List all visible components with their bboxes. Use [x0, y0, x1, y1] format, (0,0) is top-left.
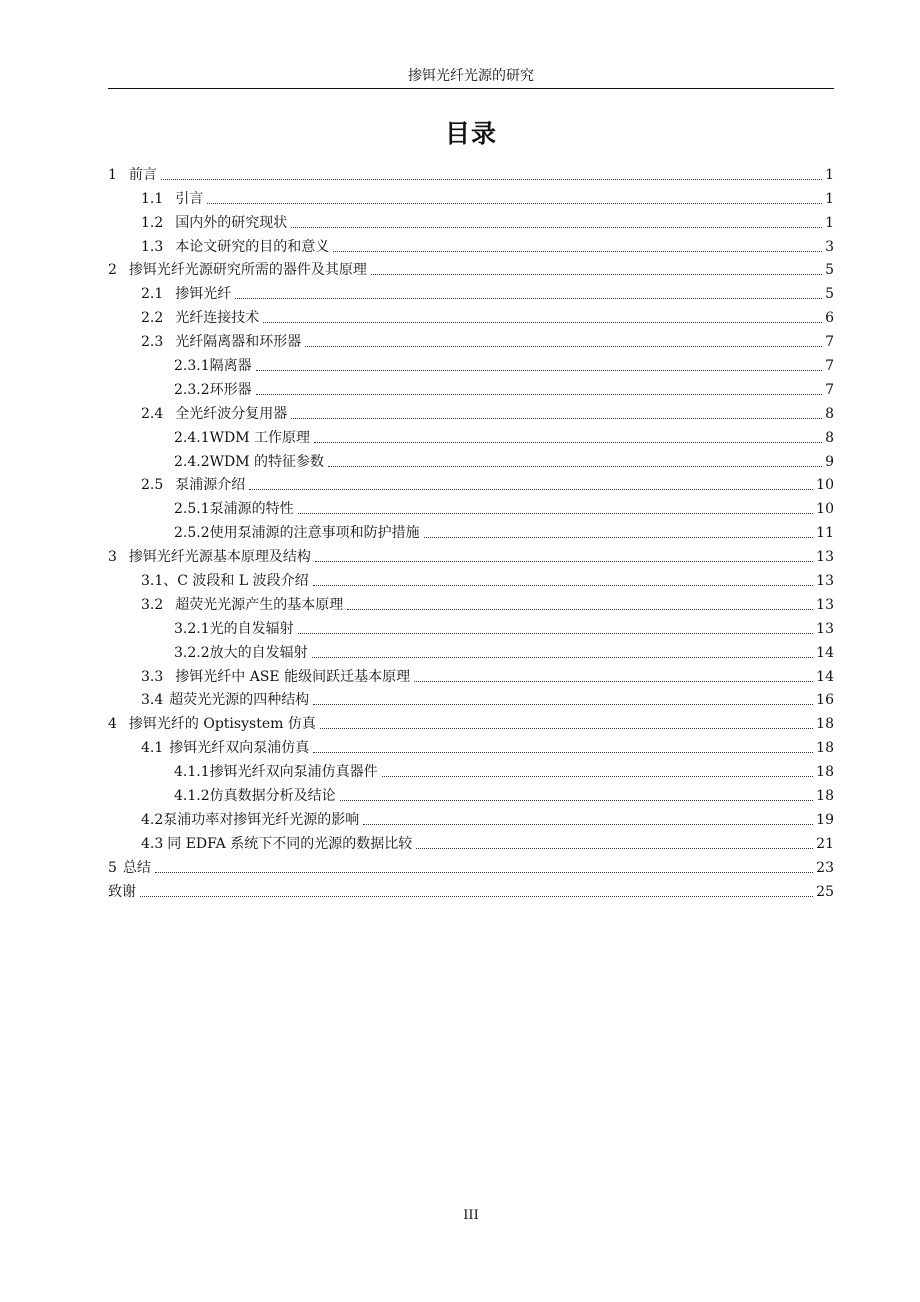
toc-entry-page: 10	[816, 477, 834, 494]
toc-entry[interactable]	[108, 518, 834, 542]
toc-entry-page: 10	[816, 501, 834, 518]
toc-dot-leader	[207, 203, 822, 204]
toc-entry-title: 隔离器	[209, 358, 252, 375]
toc-entry[interactable]	[108, 471, 834, 495]
toc-entry-title: 超荧光光源的四种结构	[169, 692, 310, 709]
header-rule	[108, 88, 834, 89]
toc-entry-number: 4.3	[141, 835, 164, 852]
toc-entry-page: 7	[825, 358, 834, 375]
toc-dot-leader	[313, 704, 813, 705]
toc-entry-page: 1	[825, 214, 834, 231]
toc-entry-number: 2	[108, 262, 117, 279]
toc-entry[interactable]	[108, 160, 834, 184]
toc-dot-leader	[363, 824, 813, 825]
toc-entry-title: 国内外的研究现状	[175, 214, 288, 231]
toc-entry-title: 本论文研究的目的和意义	[175, 238, 330, 255]
toc-entry-title: 致谢	[108, 883, 136, 900]
toc-entry[interactable]	[108, 590, 834, 614]
toc-entry-page: 1	[825, 166, 834, 183]
toc-entry-number: 3.4	[141, 692, 164, 709]
toc-entry-number: 2.4	[141, 405, 164, 422]
toc-dot-leader	[414, 681, 813, 682]
toc-entry-title: 泵浦源的特性	[209, 501, 294, 518]
toc-entry-number: 3	[108, 549, 117, 566]
toc-entry[interactable]	[108, 208, 834, 232]
toc-entry-page: 11	[816, 525, 834, 542]
toc-entry[interactable]	[108, 303, 834, 327]
toc-entry-number: 3.3	[141, 668, 164, 685]
toc-entry-page: 5	[825, 286, 834, 303]
toc-dot-leader	[256, 370, 822, 371]
toc-entry-number: 1.3	[141, 238, 164, 255]
toc-dot-leader	[298, 513, 814, 514]
toc-dot-leader	[416, 848, 813, 849]
toc-dot-leader	[371, 274, 822, 275]
toc-entry-number: 3.1	[141, 573, 164, 590]
toc-entry-page: 1	[825, 190, 834, 207]
toc-dot-leader	[312, 657, 814, 658]
toc-entry-number: 2.4.2	[174, 453, 210, 470]
toc-entry-number: 5	[108, 859, 117, 876]
toc-entry-page: 21	[816, 835, 834, 852]
toc-dot-leader	[161, 179, 822, 180]
toc-entry-title: WDM 的特征参数	[209, 453, 325, 470]
toc-entry-title: 泵浦源介绍	[175, 477, 246, 494]
toc-dot-leader	[314, 442, 822, 443]
toc-entry-title: 超荧光光源产生的基本原理	[175, 596, 344, 613]
toc-entry-page: 8	[825, 429, 834, 446]
toc-entry[interactable]	[108, 805, 834, 829]
toc-entry-title: 光的自发辐射	[209, 620, 294, 637]
toc-entry-number: 4	[108, 716, 117, 733]
toc-entry-title: 掺铒光纤	[175, 286, 232, 303]
toc-entry-page: 16	[816, 692, 834, 709]
toc-entry-title: 掺铒光纤光源研究所需的器件及其原理	[128, 262, 367, 279]
toc-entry-number: 4.1.2	[174, 788, 210, 805]
toc-dot-leader	[235, 298, 822, 299]
toc-entry-number: 4.2	[141, 811, 164, 828]
toc-entry-page: 6	[825, 310, 834, 327]
toc-entry-number: 1.1	[141, 190, 164, 207]
toc-dot-leader	[291, 227, 822, 228]
toc-dot-leader	[313, 752, 813, 753]
toc-dot-leader	[305, 346, 822, 347]
page-number: III	[463, 1208, 479, 1223]
toc-dot-leader	[140, 896, 813, 897]
toc-entry-page: 13	[816, 620, 834, 637]
toc-entry[interactable]	[108, 494, 834, 518]
toc-entry-title: 泵浦功率对掺铒光纤光源的影响	[163, 811, 360, 828]
toc-entry-title: 仿真数据分析及结论	[209, 788, 336, 805]
toc-entry-page: 3	[825, 238, 834, 255]
toc-dot-leader	[249, 489, 813, 490]
toc-entry[interactable]	[108, 399, 834, 423]
toc-entry-number: 4.1	[141, 740, 164, 757]
toc-dot-leader	[291, 418, 822, 419]
toc-entry-title: 放大的自发辐射	[209, 644, 308, 661]
toc-entry-number: 2.5.2	[174, 525, 210, 542]
toc-entry[interactable]	[108, 614, 834, 638]
toc-entry-title: 光纤隔离器和环形器	[175, 334, 302, 351]
toc-entry-page: 18	[816, 740, 834, 757]
toc-entry-number: 2.1	[141, 286, 164, 303]
toc-dot-leader	[424, 537, 814, 538]
toc-entry-number: 2.3.2	[174, 381, 210, 398]
toc-entry-number: 2.5.1	[174, 501, 210, 518]
toc-entry[interactable]	[108, 829, 834, 853]
toc-entry[interactable]	[108, 566, 834, 590]
toc-entry-title: 全光纤波分复用器	[175, 405, 288, 422]
toc-entry[interactable]	[108, 853, 834, 877]
toc-entry-title: 掺铒光纤中 ASE 能级间跃迁基本原理	[175, 668, 411, 685]
toc-entry-title: 掺铒光纤光源基本原理及结构	[128, 549, 311, 566]
toc-entry-page: 13	[816, 596, 834, 613]
toc-entry-title: 使用泵浦源的注意事项和防护措施	[209, 525, 420, 542]
toc-entry[interactable]	[108, 662, 834, 686]
toc-entry[interactable]	[108, 686, 834, 710]
toc-entry-page: 18	[816, 716, 834, 733]
toc-title: 目录	[444, 119, 497, 148]
toc-entry[interactable]	[108, 638, 834, 662]
toc-entry-page: 9	[825, 453, 834, 470]
toc-entry-number: 1	[108, 166, 117, 183]
toc-entry-number: 1.2	[141, 214, 164, 231]
toc-entry[interactable]	[108, 781, 834, 805]
toc-entry-title: WDM 工作原理	[209, 429, 311, 446]
toc-entry-title: 、C 波段和 L 波段介绍	[163, 573, 309, 590]
toc-entry-number: 2.4.1	[174, 429, 210, 446]
toc-entry-page: 14	[816, 668, 834, 685]
running-header-title: 掺铒光纤光源的研究	[408, 68, 534, 84]
toc-entry-title: 引言	[175, 190, 204, 207]
toc-entry-title: 掺铒光纤双向泵浦仿真器件	[209, 764, 378, 781]
toc-entry-title: 环形器	[209, 381, 252, 398]
toc-dot-leader	[320, 728, 813, 729]
toc-entry-number: 2.3.1	[174, 358, 210, 375]
toc-dot-leader	[382, 776, 814, 777]
toc-entry[interactable]	[108, 542, 834, 566]
toc-entry[interactable]	[108, 256, 834, 280]
toc-entry-number: 4.1.1	[174, 764, 210, 781]
toc-entry[interactable]	[108, 232, 834, 256]
toc-entry-page: 19	[816, 811, 834, 828]
toc-entry[interactable]	[108, 351, 834, 375]
toc-dot-leader	[298, 633, 814, 634]
toc-dot-leader	[333, 251, 822, 252]
toc-entry[interactable]	[108, 327, 834, 351]
toc-dot-leader	[263, 322, 822, 323]
toc-entry[interactable]	[108, 375, 834, 399]
toc-entry-number: 3.2	[141, 596, 164, 613]
toc-entry-number: 3.2.2	[174, 644, 210, 661]
toc-dot-leader	[315, 561, 813, 562]
table-of-contents	[108, 160, 834, 901]
toc-entry[interactable]	[108, 757, 834, 781]
toc-entry[interactable]	[108, 184, 834, 208]
toc-entry-number: 2.2	[141, 310, 164, 327]
toc-entry-page: 18	[816, 788, 834, 805]
toc-entry-page: 14	[816, 644, 834, 661]
toc-entry-title: 光纤连接技术	[175, 310, 260, 327]
toc-entry-page: 13	[816, 549, 834, 566]
toc-dot-leader	[328, 466, 822, 467]
toc-dot-leader	[313, 585, 814, 586]
toc-dot-leader	[256, 394, 822, 395]
toc-entry-page: 7	[825, 334, 834, 351]
toc-entry[interactable]	[108, 709, 834, 733]
toc-entry-page: 23	[816, 859, 834, 876]
toc-entry-title: 总结	[122, 859, 151, 876]
toc-entry-number: 3.2.1	[174, 620, 210, 637]
toc-entry[interactable]	[108, 733, 834, 757]
toc-entry[interactable]	[108, 423, 834, 447]
toc-entry-page: 18	[816, 764, 834, 781]
toc-dot-leader	[347, 609, 813, 610]
toc-entry-page: 8	[825, 405, 834, 422]
toc-entry-page: 5	[825, 262, 834, 279]
toc-entry[interactable]	[108, 877, 834, 901]
toc-entry[interactable]	[108, 447, 834, 471]
toc-entry-page: 13	[816, 573, 834, 590]
toc-entry-title: 掺铒光纤双向泵浦仿真	[169, 740, 310, 757]
toc-entry-page: 7	[825, 381, 834, 398]
toc-dot-leader	[340, 800, 814, 801]
toc-entry-number: 2.5	[141, 477, 164, 494]
toc-entry-title: 前言	[128, 166, 157, 183]
toc-dot-leader	[155, 872, 813, 873]
toc-entry-number: 2.3	[141, 334, 164, 351]
toc-entry-page: 25	[816, 883, 834, 900]
toc-entry-title: 掺铒光纤的 Optisystem 仿真	[128, 716, 316, 733]
toc-entry[interactable]	[108, 279, 834, 303]
toc-entry-title: 同 EDFA 系统下不同的光源的数据比较	[167, 835, 413, 852]
